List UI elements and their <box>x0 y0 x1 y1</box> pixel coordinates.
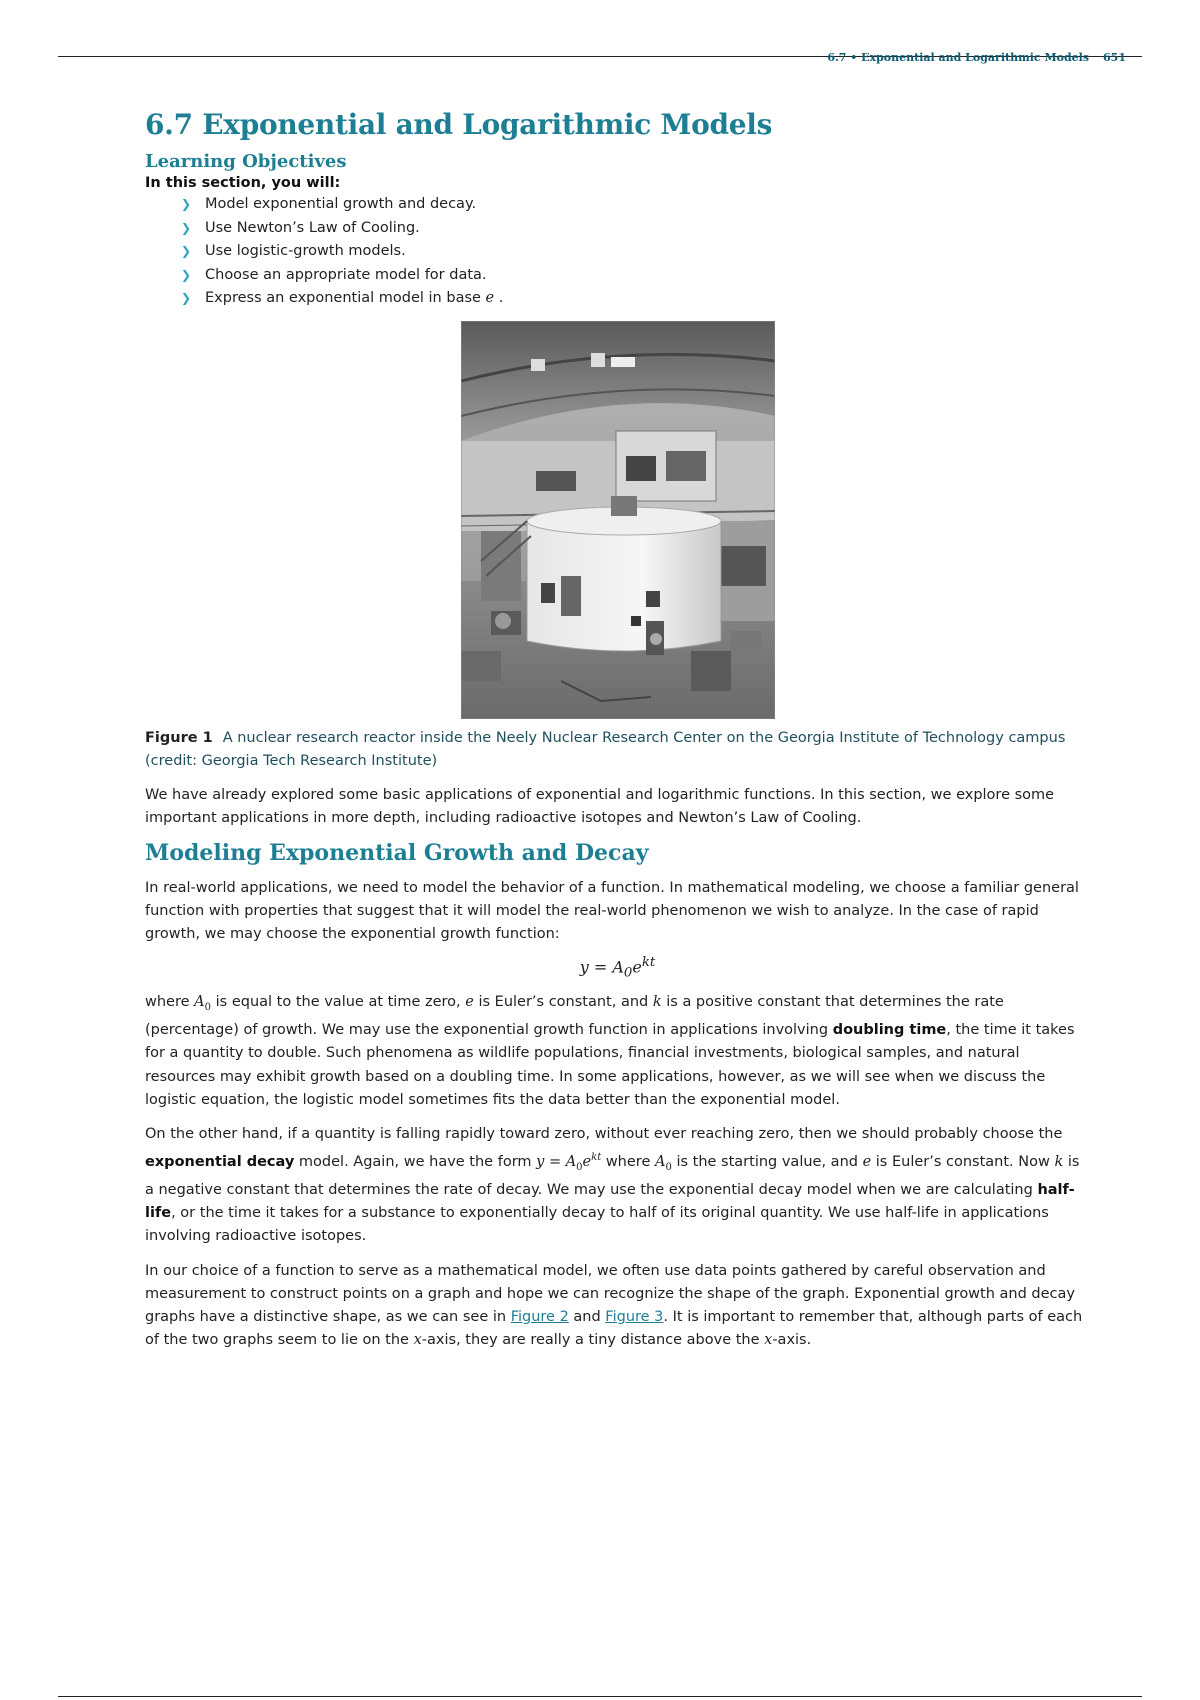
chevron-right-icon: ❯ <box>181 244 192 258</box>
inline-equation: $y = A_0e^{kt}$ <box>536 1152 602 1173</box>
section-title: 6.7 Exponential and Logarithmic Models <box>145 108 773 141</box>
intro-paragraph: We have already explored some basic applications of exponential and logarithmic functions. In this section, we explore some important applications in more depth, including radioactive isotopes and Newton’s Law of Cooling. <box>145 786 1055 826</box>
chevron-right-icon: ❯ <box>181 267 192 282</box>
footer-rule <box>58 1696 1142 1697</box>
learning-objectives-list <box>145 193 1090 311</box>
learning-objectives-heading: Learning Objectives <box>145 151 347 172</box>
term-doubling-time: doubling time <box>832 1022 947 1039</box>
term-half-life: half-life <box>145 1182 1075 1222</box>
list-item: ❯ Use logistic-growth models. <box>181 240 1090 264</box>
list-item: ❯ Use Newton’s Law of Cooling. <box>181 217 1090 241</box>
figure-1 <box>145 321 1090 719</box>
page-number: 651 <box>1103 51 1126 64</box>
chevron-right-icon: ❯ <box>181 197 192 211</box>
reactor-photo <box>461 321 775 719</box>
figure-label: Figure 1 <box>145 729 213 746</box>
running-title: 6.7 • Exponential and Logarithmic Models <box>827 51 1090 64</box>
modeling-paragraph-4: In our choice of a function to serve as a mathematical model, we often use data points gathered by careful observation and measurement to construct points on a graph and hope we can recognize the shape of the graph. Exponential growth and decay graphs have a distinctive shape, as we can see in Figure 2 and Figure 3. It is important to remember that, although parts of each of the two graphs seem to lie on the x-axis, they are really a tiny distance above the x-axis. <box>145 1262 1083 1349</box>
page-content <box>145 108 1090 1352</box>
list-item: ❯ Model exponential growth and decay. <box>181 193 1090 217</box>
chevron-right-icon: ❯ <box>181 291 192 305</box>
modeling-paragraph-1: In real-world applications, we need to model the behavior of a function. In mathematical modeling, we choose a familiar general function with properties that suggest that it will model the real-world phenomenon we wish to analyze. In the case of rapid growth, we may choose the exponential growth function: <box>145 879 1079 943</box>
figure-1-caption <box>145 727 1090 773</box>
figure-2-link[interactable]: Figure 2 <box>510 1309 569 1326</box>
modeling-paragraph-2: where $A_0$ is equal to the value at time zero, e is Euler’s constant, and k is a positive constant that determines the rate (percentage) of growth. We may use the exponential growth function in applications involving doubling time, the time it takes for a quantity to double. Such phenomena as wildlife populations, financial investments, biological samples, and natural resources may exhibit growth based on a doubling time. In some applications, however, as we will see when we discuss the logistic equation, the logistic model sometimes fits the data better than the exponential model. <box>145 994 1075 1108</box>
caption-text: A nuclear research reactor inside the Neely Nuclear Research Center on the Georgia Institute of Technology campus (credit: Georgia Tech Research Institute) <box>145 729 1066 769</box>
modeling-paragraph-3: On the other hand, if a quantity is falling rapidly toward zero, without ever reaching zero, then we should probably choose the exponential decay model. Again, we have the form $y = A_0e^{kt}$ where $A_0$ is the starting value, and e is Euler’s constant. Now k is a negative constant that determines the rate of decay. We may use the exponential decay model when we are calculating half-life, or the time it takes for a substance to exponentially decay to half of its original quantity. We use half-life in applications involving radioactive isotopes. <box>145 1125 1080 1245</box>
growth-equation: $y = A_0e^{kt}$ <box>579 954 656 981</box>
learning-objectives-intro: In this section, you will: <box>145 175 341 191</box>
running-header <box>827 51 1126 64</box>
list-item: ❯ Express an exponential model in base e . <box>181 287 1090 311</box>
math-e: e <box>485 290 495 306</box>
chevron-right-icon: ❯ <box>181 220 192 235</box>
figure-3-link[interactable]: Figure 3 <box>605 1309 664 1326</box>
modeling-heading: Modeling Exponential Growth and Decay <box>145 839 649 866</box>
term-exponential-decay: exponential decay <box>145 1153 295 1170</box>
list-item: ❯ Choose an appropriate model for data. <box>181 264 1090 288</box>
